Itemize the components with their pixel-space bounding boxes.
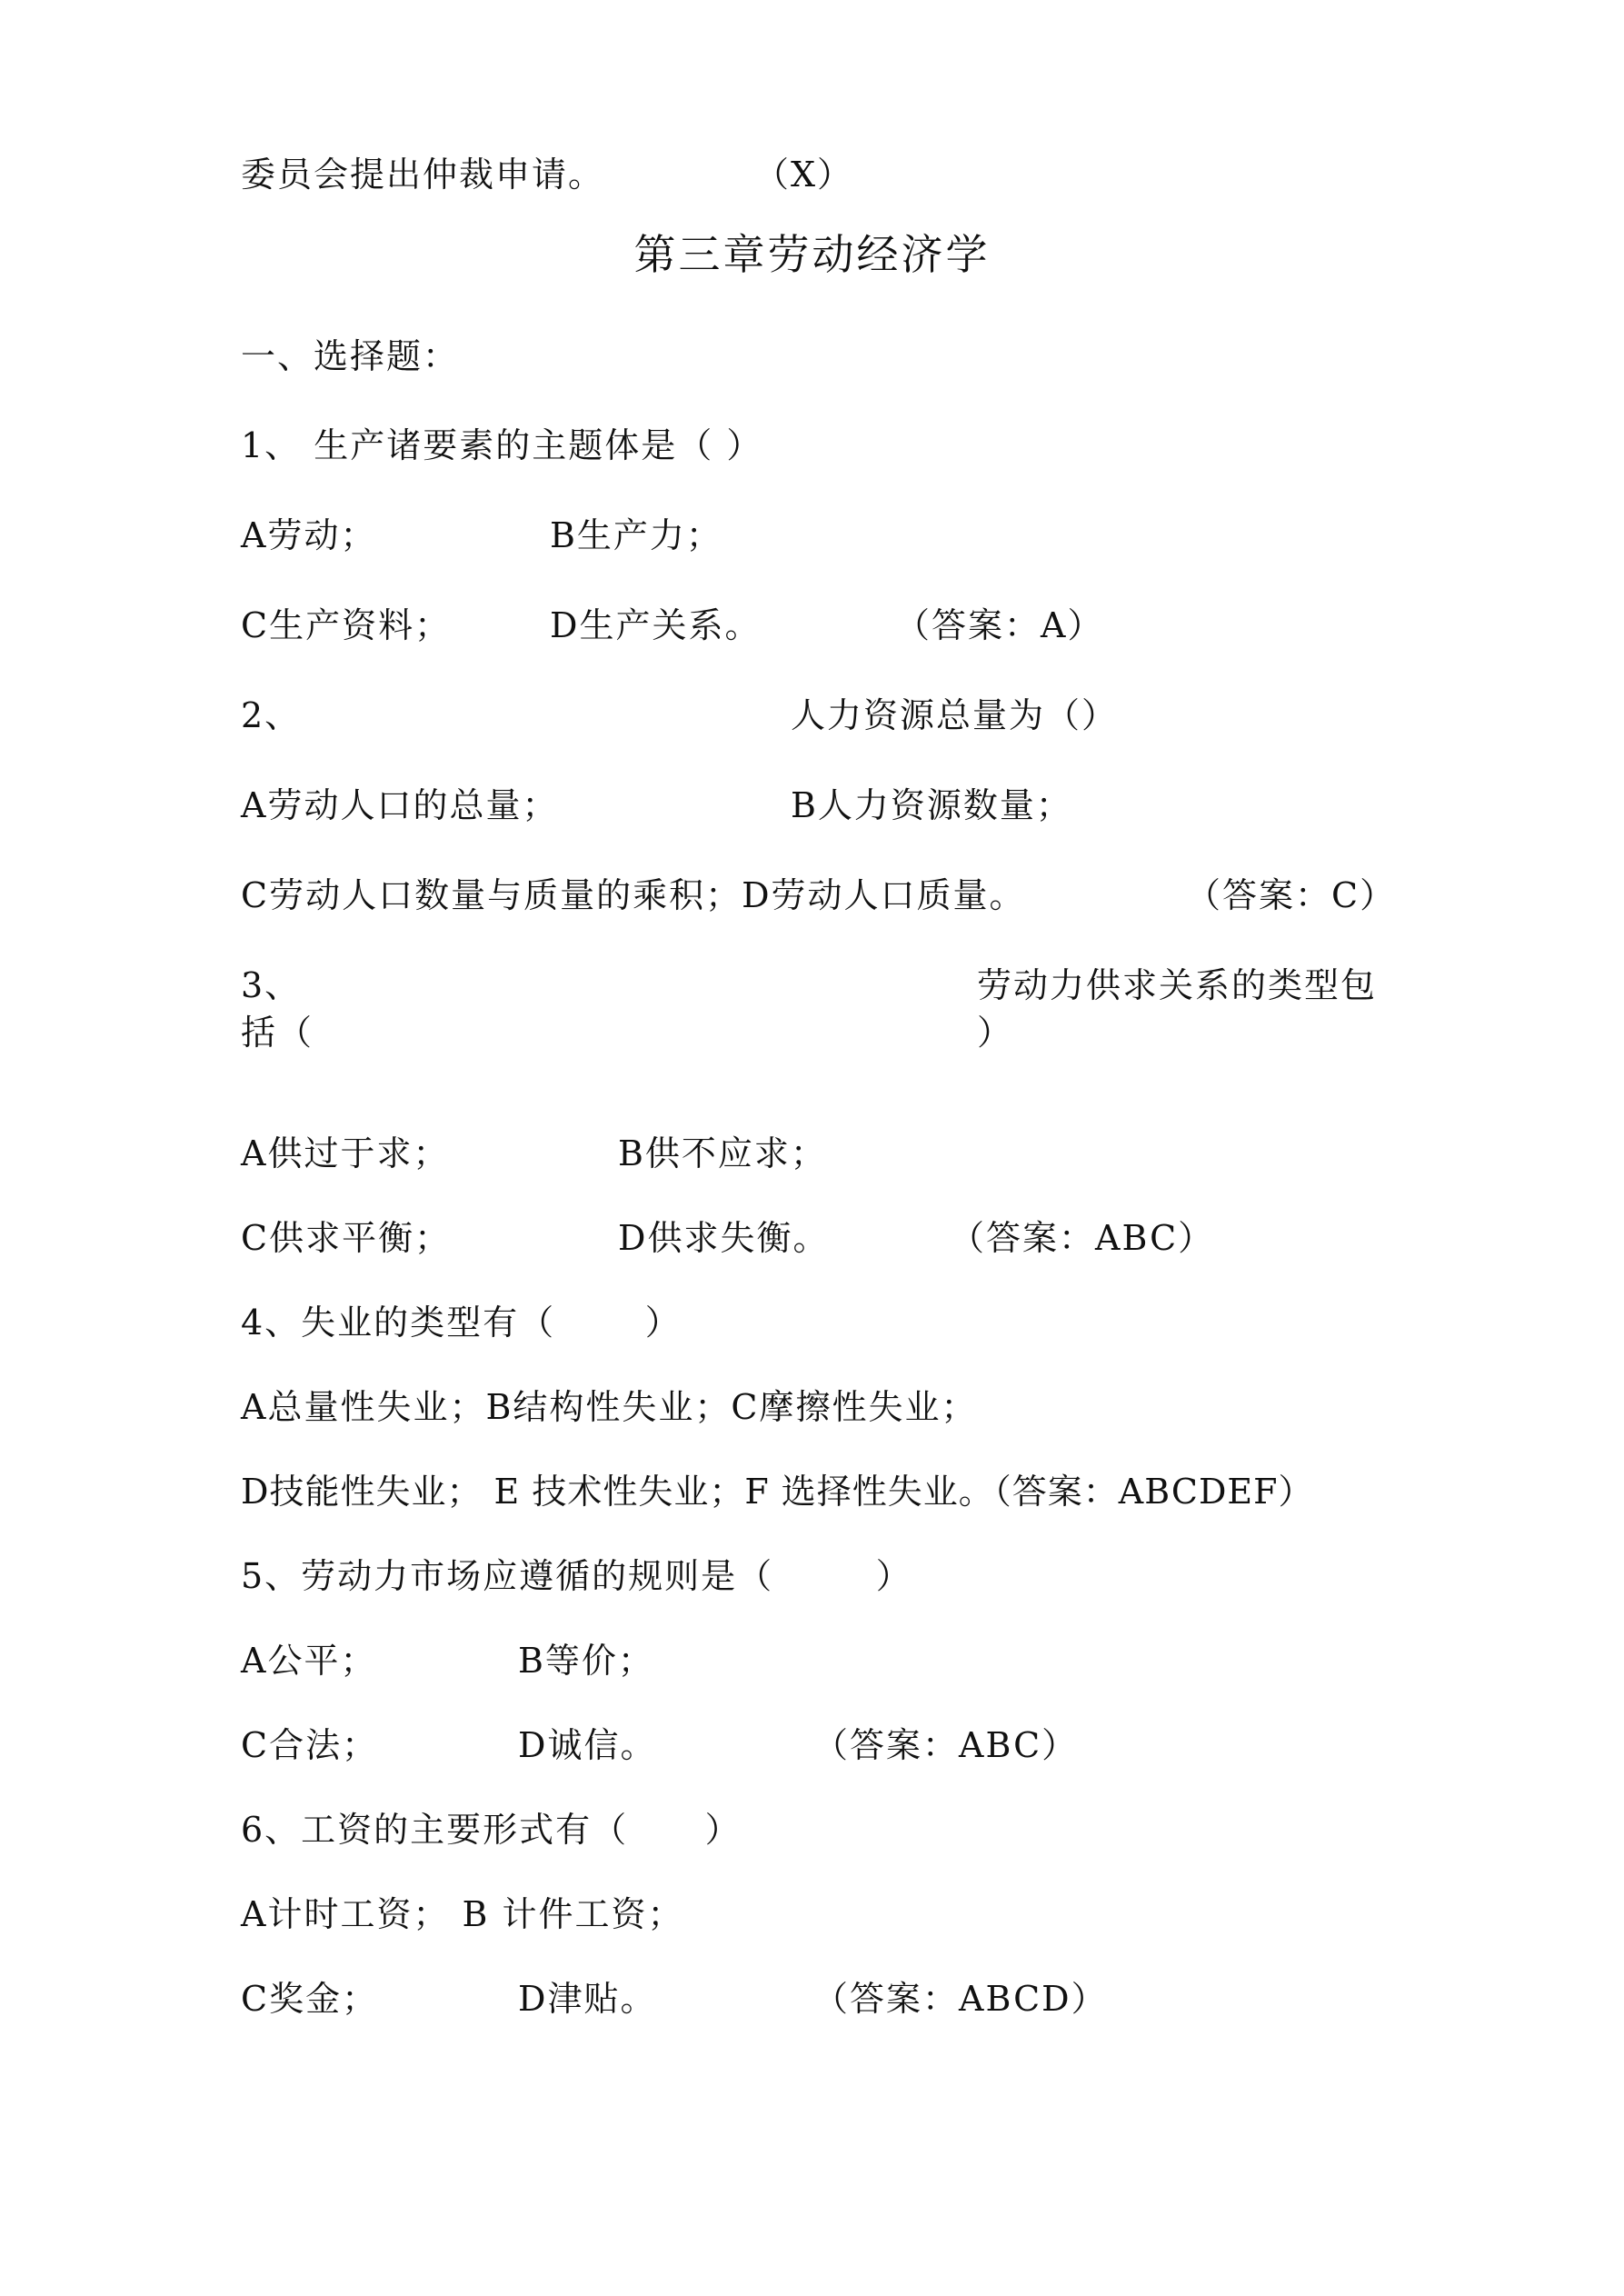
question-2-option-cd: C劳动人口数量与质量的乘积；D劳动人口质量。 — [241, 875, 1026, 915]
question-2-option-b: B人力资源数量； — [791, 785, 1072, 825]
question-5-option-d: D诚信。 — [518, 1725, 657, 1765]
question-2-answer: （答案：C） — [1186, 875, 1397, 915]
question-5-option-b: B等价； — [518, 1641, 654, 1681]
question-1-answer: （答案：A） — [895, 605, 1104, 645]
chapter-title: 第三章劳动经济学 — [633, 230, 991, 279]
question-3-option-b: B供不应求； — [618, 1133, 827, 1173]
question-1-option-c: C生产资料； — [241, 605, 452, 645]
question-5-stem: 5、劳动力市场应遵循的规则是（ ） — [241, 1556, 912, 1596]
question-6-options-ab: A计时工资； B 计件工资； — [241, 1894, 684, 1934]
question-1-stem: 1、 生产诸要素的主题体是（ ） — [241, 425, 763, 465]
question-3-answer: （答案：ABC） — [950, 1218, 1215, 1258]
question-4-options-abc: A总量性失业；B结构性失业；C摩擦性失业； — [241, 1387, 978, 1427]
question-6-answer: （答案：ABCD） — [813, 1979, 1108, 2019]
question-1-option-b: B生产力； — [550, 515, 722, 555]
question-5-option-c: C合法； — [241, 1725, 379, 1765]
question-2-number: 2、 — [241, 695, 302, 735]
question-6-stem: 6、工资的主要形式有（ ） — [241, 1810, 742, 1850]
question-4-options-def: D技能性失业； E 技术性失业；F 选择性失业。（答案：ABCDEF） — [241, 1472, 1314, 1512]
question-2-option-a: A劳动人口的总量； — [241, 785, 559, 825]
section-heading: 一、选择题： — [241, 336, 460, 376]
question-3-option-c: C供求平衡； — [241, 1218, 452, 1258]
question-3-stem-continued: 括（ — [241, 1013, 314, 1053]
question-2-stem: 人力资源总量为（） — [791, 695, 1119, 735]
question-6-option-d: D津贴。 — [518, 1979, 657, 2019]
question-3-stem: 劳动力供求关系的类型包 — [977, 965, 1378, 1005]
question-3-option-a: A供过于求； — [241, 1133, 450, 1173]
question-1-option-a: A劳动； — [241, 515, 377, 555]
prev-text: 委员会提出仲裁申请。 — [241, 155, 605, 195]
question-1-option-d: D生产关系。 — [550, 605, 762, 645]
question-6-option-c: C奖金； — [241, 1979, 379, 2019]
question-4-stem: 4、失业的类型有（ ） — [241, 1303, 682, 1343]
question-3-stem-close: ） — [977, 1013, 1014, 1053]
prev-answer-mark: （X） — [754, 155, 854, 195]
question-5-option-a: A公平； — [241, 1641, 377, 1681]
question-3-option-d: D供求失衡。 — [618, 1218, 830, 1258]
question-5-answer: （答案：ABC） — [813, 1725, 1079, 1765]
question-3-number: 3、 — [241, 965, 302, 1005]
